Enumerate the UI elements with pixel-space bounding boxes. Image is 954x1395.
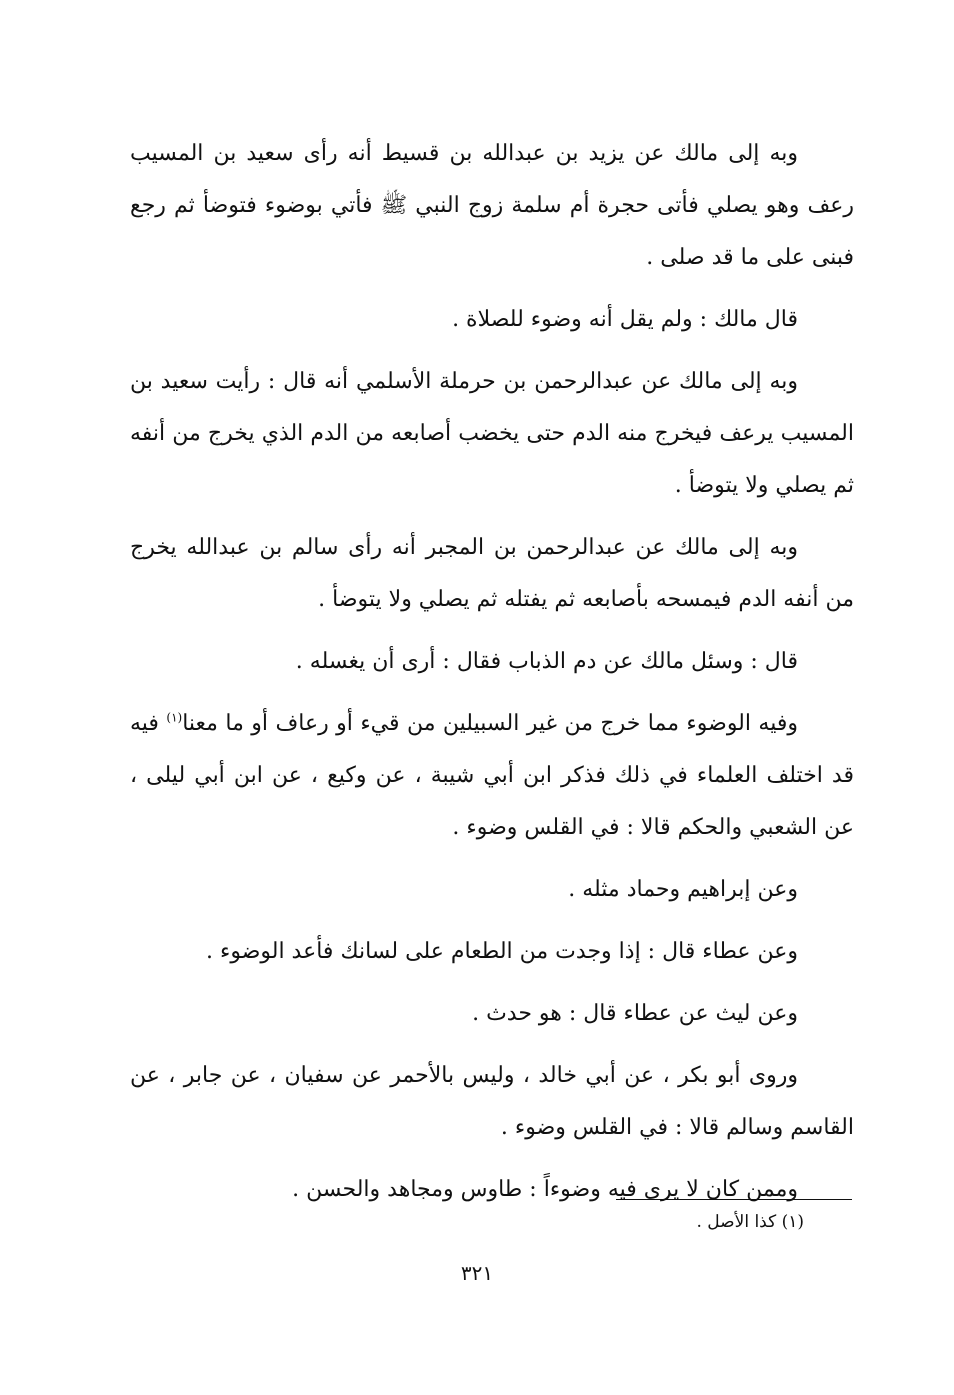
paragraph-with-footnote <box>130 698 854 854</box>
footnote: (١) كذا الأصل . <box>696 1212 804 1232</box>
paragraph: وعن ليث عن عطاء قال : هو حدث . <box>472 1001 798 1026</box>
paragraph: وممن كان لا يرى فيه وضوءاً : طاوس ومجاهد والحسن . <box>292 1177 798 1202</box>
paragraph: وبه إلى مالك عن عبدالرحمن بن المجبر أنه رأى سالم بن عبدالله يخرج من أنفه الدم فيمسحه بأصابعه ثم يفتله ثم يصلي ولا يتوضأ . <box>130 535 854 612</box>
paragraph: وبه إلى مالك عن يزيد بن عبدالله بن قسيط أنه رأى سعيد بن المسيب رعف وهو يصلي فأتى حجرة أم سلمة زوج النبي ﷺ فأتي بوضوء فتوضأ ثم رجع فبنى على ما قد صلى . <box>130 141 854 270</box>
paragraph-text: فيه قد اختلف العلماء في ذلك فذكر ابن أبي شيبة ، عن وكيع ، عن ابن أبي ليلى ، عن الشعبي والحكم قالا : في القلس وضوء . <box>130 711 854 840</box>
paragraph-text: وفيه الوضوء مما خرج من غير السبيلين من قيء أو رعاف أو ما معنا <box>182 711 798 736</box>
paragraph: وعن عطاء قال : إذا وجدت من الطعام على لسانك فأعد الوضوء . <box>206 939 798 964</box>
footnote-reference: (١) <box>166 710 183 725</box>
paragraph: وبه إلى مالك عن عبدالرحمن بن حرملة الأسلمي أنه قال : رأيت سعيد بن المسيب يرعف فيخرج منه الدم حتى يخضب أصابعه من الدم الذي يخرج من أنفه ثم يصلي ولا يتوضأ . <box>130 369 854 498</box>
paragraph: قال مالك : ولم يقل أنه وضوء للصلاة . <box>452 307 798 332</box>
paragraph: وروى أبو بكر ، عن أبي خالد ، وليس بالأحمر عن سفيان ، عن جابر ، عن القاسم وسالم قالا : في القلس وضوء . <box>130 1063 854 1140</box>
paragraph: وعن إبراهيم وحماد مثله . <box>568 877 798 902</box>
footnote-divider <box>616 1199 852 1200</box>
paragraph: قال : وسئل مالك عن دم الذباب فقال : أرى أن يغسله . <box>295 649 798 674</box>
page-number: ٣٢١ <box>460 1261 494 1285</box>
main-text <box>130 128 854 1226</box>
